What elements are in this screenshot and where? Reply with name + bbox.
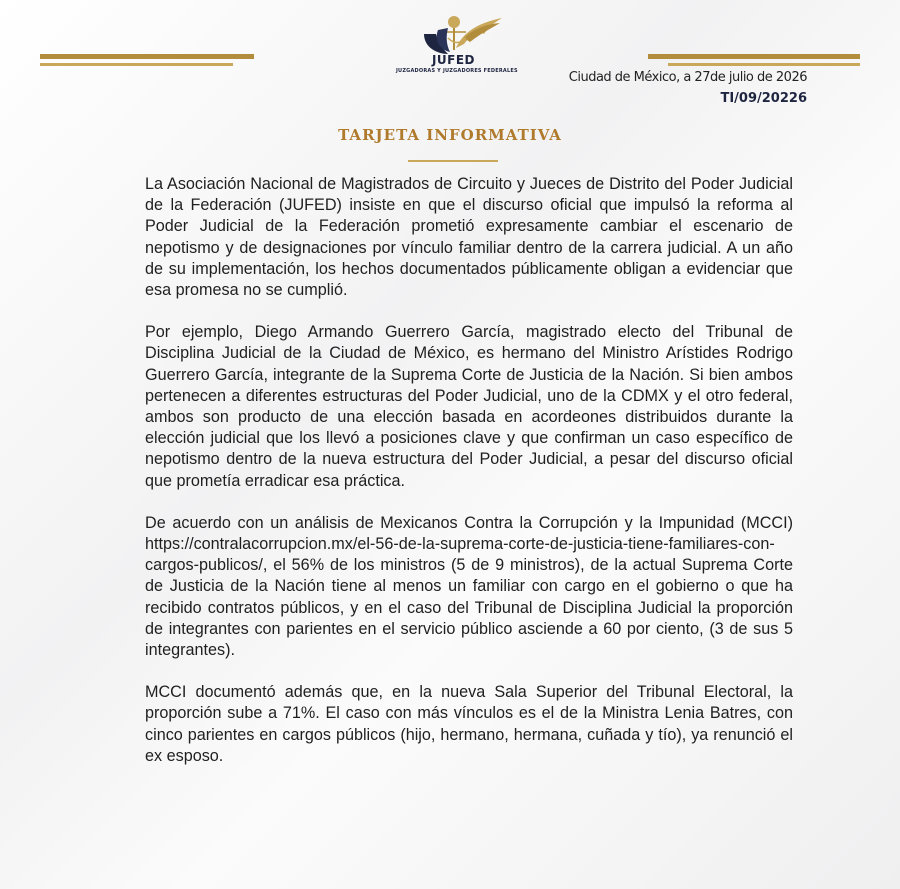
paragraph: De acuerdo con un análisis de Mexicanos Contra la Corrupción y la Impunidad (MCCI) https://contralacorrupcion.mx/el-56-de-la-suprema-corte-de-justicia-tiene-familiares-con-cargos-publicos/, el 56% de los ministros (5 de 9 ministros), de la actual Suprema Corte de Justicia de la Nación tiene al menos un familiar con cargo en el gobierno o que ha recibido contratos públicos, y en el caso del Tribunal de Disciplina Judicial la proporción de integrantes con parientes en el servicio público asciende a 60 por ciento, (3 de sus 5 integrantes). bbox=[145, 513, 793, 660]
paragraph: La Asociación Nacional de Magistrados de Circuito y Jueces de Distrito del Poder Judicial de la Federación (JUFED) insiste en que el discurso oficial que impulsó la reforma al Poder Judicial de la Federación prometió expresamente cambiar el escenario de nepotismo y de designaciones por vínculo familiar dentro de la carrera judicial. A un año de su implementación, los hechos documentados públicamente obligan a evidenciar que esa promesa no se cumplió. bbox=[145, 175, 793, 300]
header-rule-left-thin bbox=[40, 63, 233, 66]
jufed-logo bbox=[396, 8, 518, 80]
logo-subtitle: JUZGADORAS Y JUZGADORES FEDERALES bbox=[396, 68, 518, 74]
title-underline bbox=[408, 160, 498, 162]
document-title: TARJETA INFORMATIVA bbox=[338, 126, 562, 144]
jufed-emblem-icon bbox=[404, 8, 504, 56]
header-rule-right-thin bbox=[668, 63, 860, 66]
header-rule-left bbox=[40, 54, 254, 59]
logo-wordmark: JUFED bbox=[431, 53, 476, 67]
place-date: Ciudad de México, a 27de julio de 2026 bbox=[568, 70, 807, 85]
header-rule-right bbox=[648, 54, 860, 59]
paragraph: MCCI documentó además que, en la nueva Sala Superior del Tribunal Electoral, la proporción sube a 71%. El caso con más vínculos es el de la Ministra Lenia Batres, con cinco parientes en cargos públicos (hijo, hermano, hermana, cuñada y tío), ya renunció el ex esposo. bbox=[145, 683, 793, 765]
reference-number: TI/09/20226 bbox=[720, 91, 807, 106]
document-body bbox=[145, 174, 793, 788]
paragraph: Por ejemplo, Diego Armando Guerrero García, magistrado electo del Tribunal de Disciplina Judicial de la Ciudad de México, es hermano del Ministro Arístides Rodrigo Guerrero García, integrante de la Suprema Corte de Justicia de la Nación. Si bien ambos pertenecen a diferentes estructuras del Poder Judicial, uno de la CDMX y el otro federal, ambos son producto de una elección basada en acordeones distribuidos durante la elección judicial que los llevó a posiciones clave y que confirman un caso específico de nepotismo dentro de la nueva estructura del Poder Judicial, a pesar del discurso oficial que prometía erradicar esa práctica. bbox=[145, 323, 793, 490]
